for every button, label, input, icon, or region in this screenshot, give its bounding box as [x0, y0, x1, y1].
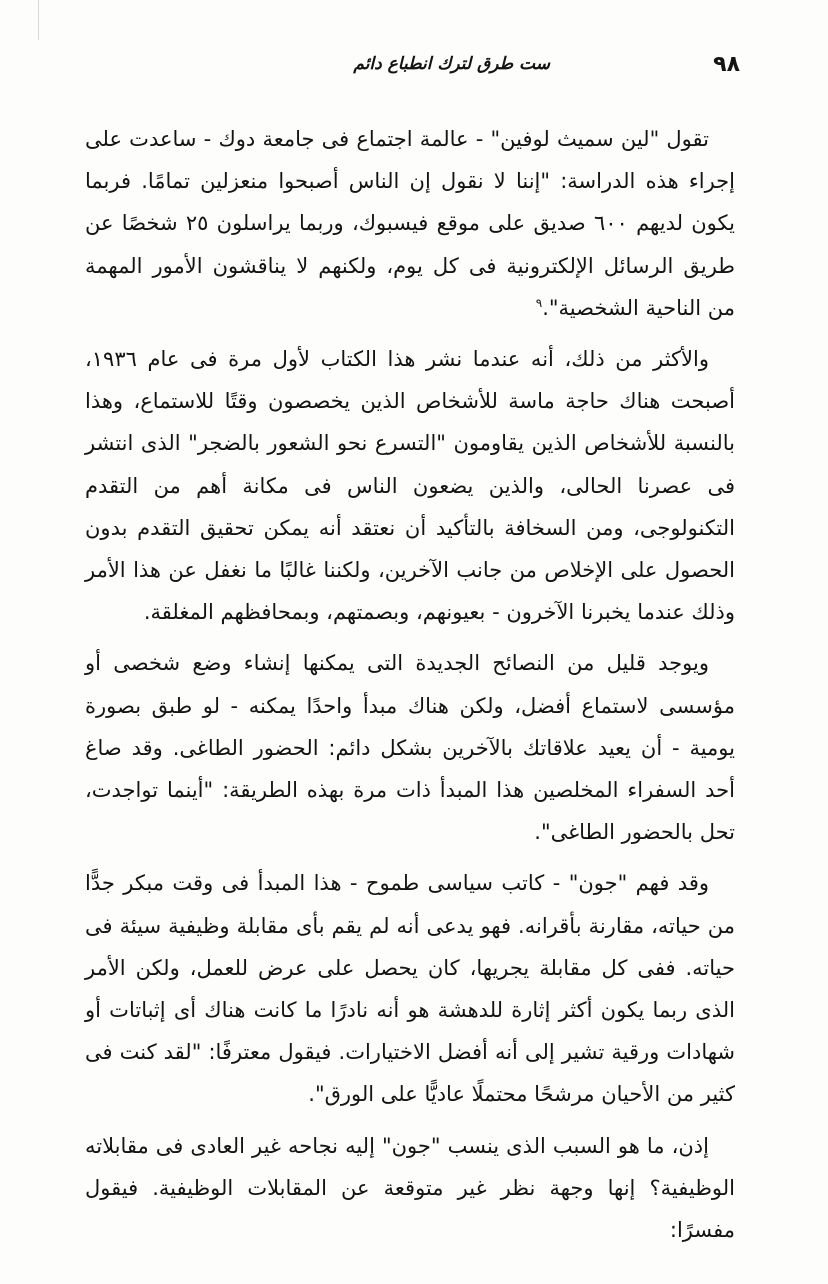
paragraph-2: والأكثر من ذلك، أنه عندما نشر هذا الكتاب لأول مرة فى عام ١٩٣٦، أصبحت هناك حاجة ماسة للأشخاص الذين يخصصون وقتًا للاستماع، وهذا بالنسبة للأشخاص الذين يقاومون "التسرع نحو الشعور بالضجر" الذى انتشر فى عصرنا الحالى، والذين يضعون الناس فى مكانة أهم من التقدم التكنولوجى، ومن السخافة بالتأكيد أن نعتقد أنه يمكن تحقيق التقدم بدون الحصول على الإخلاص من جانب الآخرين، ولكننا غالبًا ما نغفل عن هذا الأمر وذلك عندما يخبرنا الآخرون - بعيونهم، وبصمتهم، وبمحافظهم المغلقة.: [85, 347, 735, 625]
paragraph-4: وقد فهم "جون" - كاتب سياسى طموح - هذا المبدأ فى وقت مبكر جدًّا من حياته، مقارنة بأقرانه. فهو يدعى أنه لم يقم بأى مقابلة وظيفية سيئة فى حياته. ففى كل مقابلة يجريها، كان يحصل على عرض للعمل، ولكن الأمر الذى ربما يكون أكثر إثارة للدهشة هو أنه نادرًا ما كانت هناك أى إثباتات أو شهادات ورقية تشير إلى أنه أفضل الاختيارات. فيقول معترفًا: "لقد كنت فى كثير من الأحيان مرشحًا محتملًا عاديًّا على الورق".: [85, 871, 735, 1107]
page-edge-line: [38, 0, 39, 40]
footnote-marker: ٩: [535, 295, 543, 310]
body-text: [85, 118, 735, 1260]
running-title: ست طرق لترك انطباع دائم: [353, 54, 550, 74]
paragraph-1-text: تقول "لين سميث لوفين" - عالمة اجتماع فى جامعة دوك - ساعدت على إجراء هذه الدراسة: "إننا لا نقول إن الناس أصبحوا منعزلين تمامًا. فربما يكون لديهم ٦٠٠ صديق على موقع فيسبوك، وربما يراسلون ٢٥ شخصًا عن طريق الرسائل الإلكترونية فى كل يوم، ولكنهم لا يناقشون الأمور المهمة من الناحية الشخصية".: [85, 127, 735, 320]
page-header: [100, 52, 740, 82]
paragraph-5: إذن، ما هو السبب الذى ينسب "جون" إليه نجاحه غير العادى فى مقابلاته الوظيفية؟ إنها وجهة نظر غير متوقعة عن المقابلات الوظيفية. فيقول مفسرًا:: [85, 1133, 735, 1243]
page-number: ٩٨: [713, 52, 740, 77]
paragraph-3: ويوجد قليل من النصائح الجديدة التى يمكنها إنشاء وضع شخصى أو مؤسسى لاستماع أفضل، ولكن هناك مبدأ واحدًا يمكنه - لو طبق بصورة يومية - أن يعيد علاقاتك بالآخرين بشكل دائم: الحضور الطاغى. وقد صاغ أحد السفراء المخلصين هذا المبدأ ذات مرة بهذه الطريقة: "أينما تواجدت، تحل بالحضور الطاغى".: [85, 651, 735, 845]
paragraph-1: [85, 118, 735, 329]
